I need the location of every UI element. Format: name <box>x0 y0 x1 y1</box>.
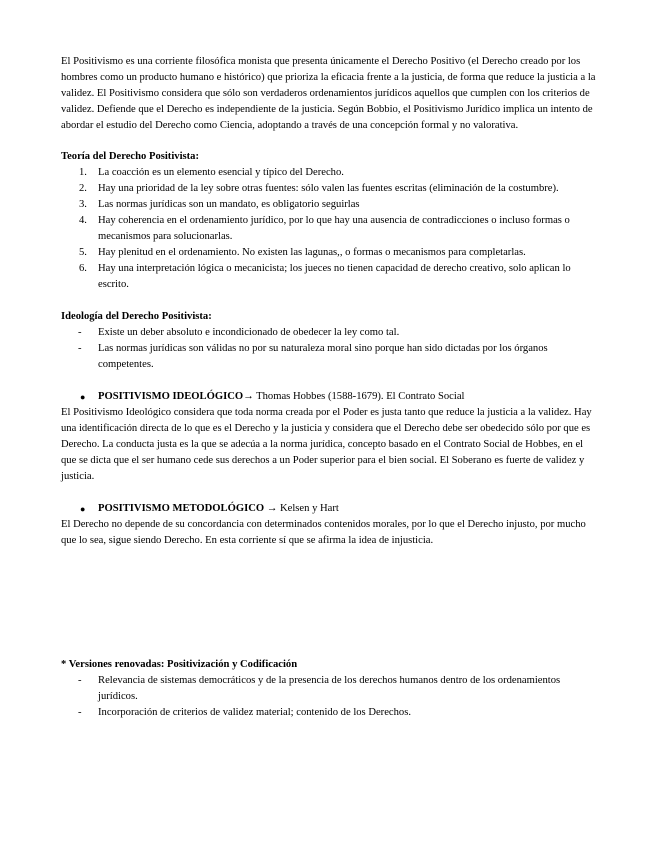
intro-paragraph: El Positivismo es una corriente filosófica monista que presenta únicamente el Derecho Positivo (el Derecho creado por los hombres como un producto humano e histórico) que prioriza la eficacia frente a la justicia, de forma que reduce la justicia a la validez. El Positivismo considera que sólo son verdaderos ordenamientos jurídicos aquellos que cumplen con los criterios de validez. Defiende que el Derecho es independiente de la justicia. Según Bobbio, el Positivismo Jurídico implica un intento de abordar el estudio del Derecho como Ciencia, adoptando a través de una concepción formal y no valorativa. <box>61 56 596 131</box>
list-item: - Relevancia de sistemas democráticos y de la presencia de los derechos humanos dentro de los ordenamientos jurídicos. <box>78 675 561 702</box>
metodologico-subtitle: Kelsen y Hart <box>277 503 339 514</box>
arrow-icon: → <box>243 391 254 402</box>
ideologico-title: POSITIVISMO IDEOLÓGICO <box>98 391 244 402</box>
document-page <box>61 54 601 721</box>
metodologico-title-line <box>61 501 601 517</box>
teoria-heading: Teoría del Derecho Positivista: <box>61 151 199 162</box>
list-item: - Las normas jurídicas son válidas no por su naturaleza moral sino porque han sido dictadas por los órganos competentes. <box>78 343 548 370</box>
bullet-icon: ● <box>80 392 86 402</box>
teoria-list <box>61 165 601 293</box>
versiones-list <box>61 673 601 721</box>
list-item: 5. Hay plenitud en el ordenamiento. No existen las lagunas,, o formas o mecanismos para completarlas. <box>79 247 526 258</box>
arrow-icon: → <box>264 503 278 514</box>
bullet-icon: ● <box>80 504 86 514</box>
blank-space <box>61 549 601 657</box>
list-item: - Existe un deber absoluto e incondicionado de obedecer la ley como tal. <box>78 327 400 338</box>
ideologico-subtitle: Thomas Hobbes (1588-1679). El Contrato Social <box>253 391 465 402</box>
list-item: 3. Las normas jurídicas son un mandato, es obligatorio seguirlas <box>79 199 360 210</box>
list-item: - Incorporación de criterios de validez material; contenido de los Derechos. <box>78 707 411 718</box>
ideologia-list <box>61 325 601 373</box>
list-item: 4. Hay coherencia en el ordenamiento jurídico, por lo que hay una ausencia de contradicciones o incluso formas o mecanismos para solucionarlas. <box>79 215 570 242</box>
versiones-heading: * Versiones renovadas: Positivización y Codificación <box>61 659 298 670</box>
list-item: 6. Hay una interpretación lógica o mecanicista; los jueces no tienen capacidad de derecho creativo, solo aplican lo escrito. <box>79 263 571 290</box>
list-item: 1. La coacción es un elemento esencial y típico del Derecho. <box>79 167 344 178</box>
list-item: 2. Hay una prioridad de la ley sobre otras fuentes: sólo valen las fuentes escritas (eliminación de la costumbre). <box>79 183 559 194</box>
metodologico-title: POSITIVISMO METODOLÓGICO <box>98 503 265 514</box>
ideologia-heading: Ideología del Derecho Positivista: <box>61 311 212 322</box>
metodologico-body: El Derecho no depende de su concordancia con determinados contenidos morales, por lo que el Derecho injusto, por mucho que lo sea, sigue siendo Derecho. En esta corriente sí que se afirma la idea de injusticia. <box>61 519 586 546</box>
ideologico-body: El Positivismo Ideológico considera que toda norma creada por el Poder es justa tanto que reduce la justicia a la validez. Hay una identificación directa de lo que es el Derecho y la justicia y considera que el Derecho debe ser obedecido sólo por que es Derecho. La conducta justa es la que se adecúa a la norma jurídica, concepto basado en el Contrato Social de Hobbes, en el que se dicta que el ser humano cede sus derechos a un Poder superior para el bien social. El Soberano es fuerte de validez y justicia. <box>61 407 592 482</box>
ideologico-title-line <box>61 389 601 405</box>
